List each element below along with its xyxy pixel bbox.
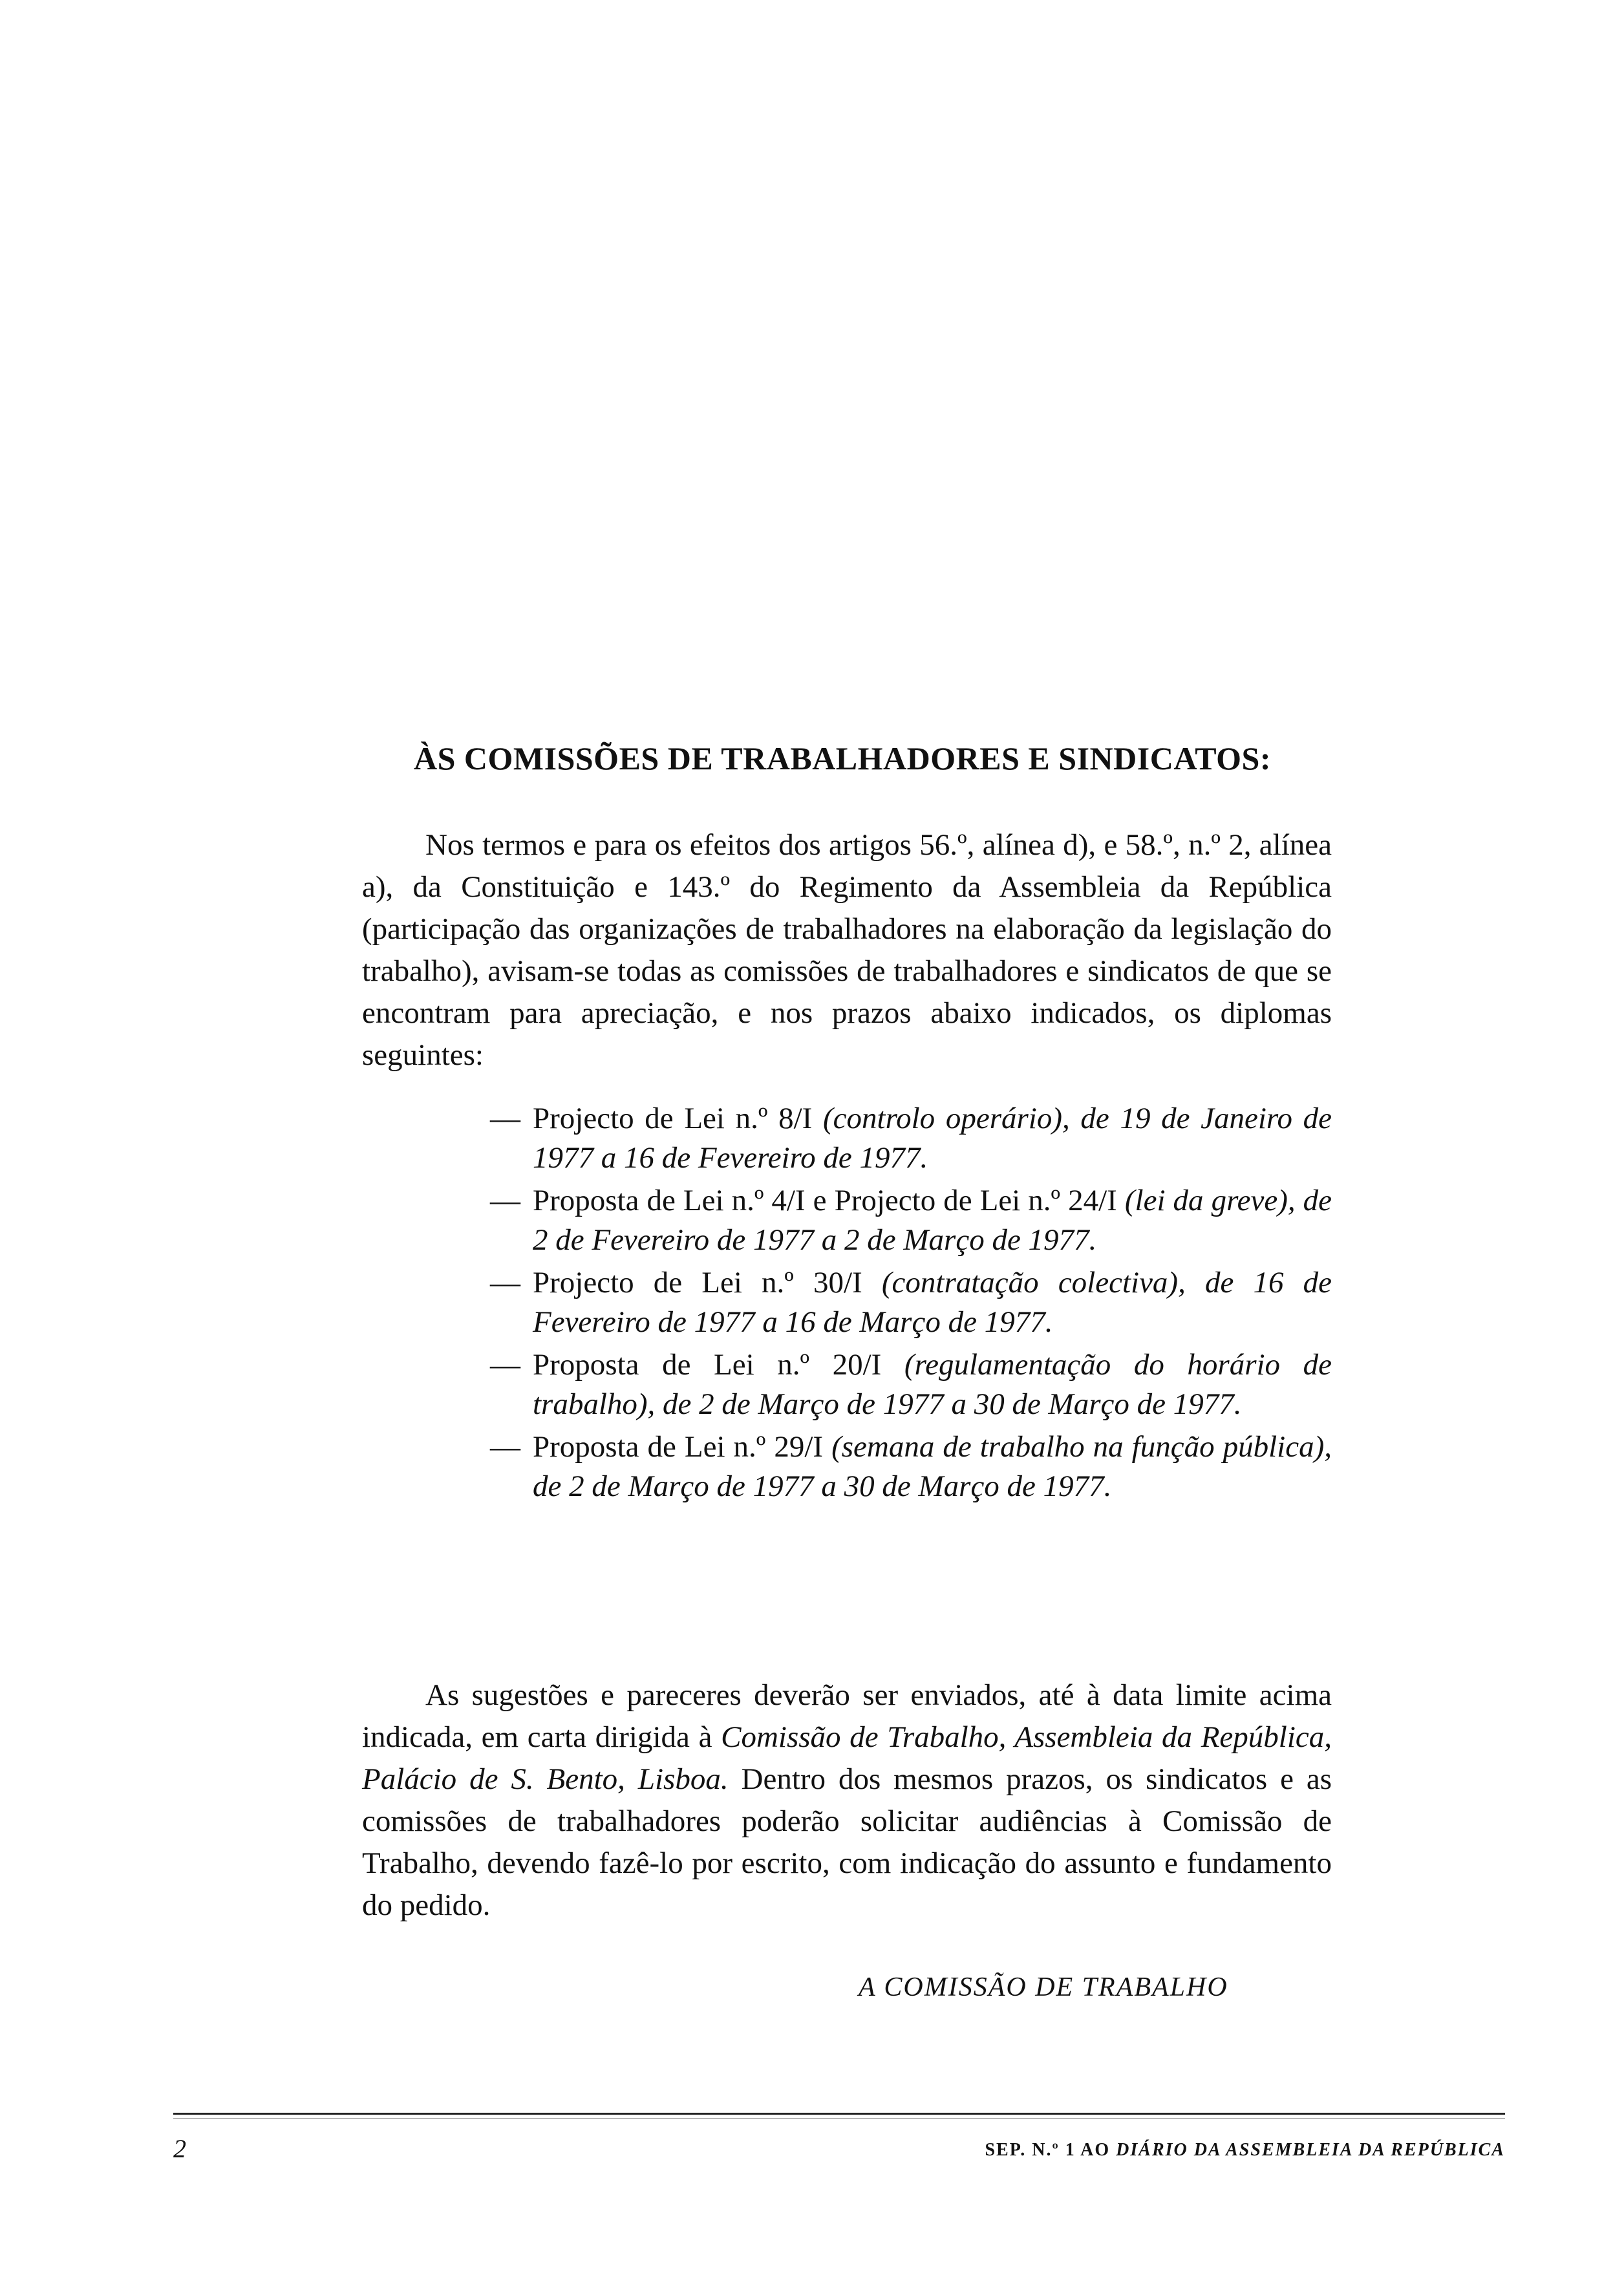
item-dash: — <box>490 1348 520 1382</box>
item-label: Proposta de Lei n.º 20/I <box>533 1348 882 1382</box>
item-detail: (controlo operário), de 19 de Janeiro de 1977 a 16 de Fevereiro de 1977. <box>533 1102 1332 1175</box>
item-label: Proposta de Lei n.º 29/I <box>533 1430 824 1464</box>
closing-part1: As sugestões e pareceres deverão ser enviados, até à data limite acima indicada, em carta dirigida à <box>362 1678 1332 1754</box>
footer-rule-thin <box>173 2118 1505 2119</box>
closing-text <box>362 1674 1332 1927</box>
item-detail: (contratação colectiva), de 16 de Fevereiro de 1977 a 16 de Março de 1977. <box>533 1266 1332 1339</box>
closing-paragraph <box>362 1674 1332 1927</box>
item-label: Projecto de Lei n.º 8/I <box>533 1102 813 1135</box>
item-detail: (regulamentação do horário de trabalho), de 2 de Março de 1977 a 30 de Março de 1977. <box>533 1348 1332 1421</box>
item-detail: (lei da greve), de 2 de Fevereiro de 1977 a 2 de Março de 1977. <box>533 1184 1332 1257</box>
list-item <box>490 1099 1332 1178</box>
list-item <box>490 1345 1332 1424</box>
item-dash: — <box>490 1102 520 1135</box>
running-footer <box>985 2140 1505 2161</box>
item-detail: (semana de trabalho na função pública), de 2 de Março de 1977 a 30 de Março de 1977. <box>533 1430 1332 1503</box>
footer-rule <box>173 2113 1505 2115</box>
list-item <box>490 1427 1332 1506</box>
intro-text: Nos termos e para os efeitos dos artigos 56.º, alínea d), e 58.º, n.º 2, alínea a), da Constituição e 143.º do Regimento da Assembleia da República (participação das organizações de trabalhadores na elaboração da legislação do trabalho), avisam-se todas as comissões de trabalhadores e sindicatos de que se encontram para apreciação, e nos prazos abaixo indicados, os diplomas seguintes: <box>362 828 1332 1072</box>
running-footer-title: DIÁRIO DA ASSEMBLEIA DA REPÚBLICA <box>1116 2140 1505 2160</box>
item-label: Projecto de Lei n.º 30/I <box>533 1266 862 1299</box>
item-dash: — <box>490 1184 520 1217</box>
item-dash: — <box>490 1266 520 1299</box>
closing-address: Comissão de Trabalho, Assembleia da República, Palácio de S. Bento, Lisboa. <box>362 1720 1332 1796</box>
notice-heading: ÀS COMISSÕES DE TRABALHADORES E SINDICATOS: <box>414 740 1272 776</box>
closing-part2: Dentro dos mesmos prazos, os sindicatos e as comissões de trabalhadores poderão solicitar audiências à Comissão de Trabalho, devendo fazê-lo por escrito, com indicação do assunto e fundamento do pedido. <box>362 1762 1332 1922</box>
diplomas-list <box>490 1099 1332 1510</box>
running-footer-prefix: SEP. N.º 1 AO <box>985 2140 1111 2160</box>
intro-paragraph <box>362 824 1332 1076</box>
list-item <box>490 1181 1332 1260</box>
item-label: Proposta de Lei n.º 4/I e Projecto de Lei n.º 24/I <box>533 1184 1117 1217</box>
item-dash: — <box>490 1430 520 1464</box>
list-item <box>490 1263 1332 1342</box>
signature: A COMISSÃO DE TRABALHO <box>859 1972 1228 2002</box>
page-number: 2 <box>173 2134 186 2163</box>
